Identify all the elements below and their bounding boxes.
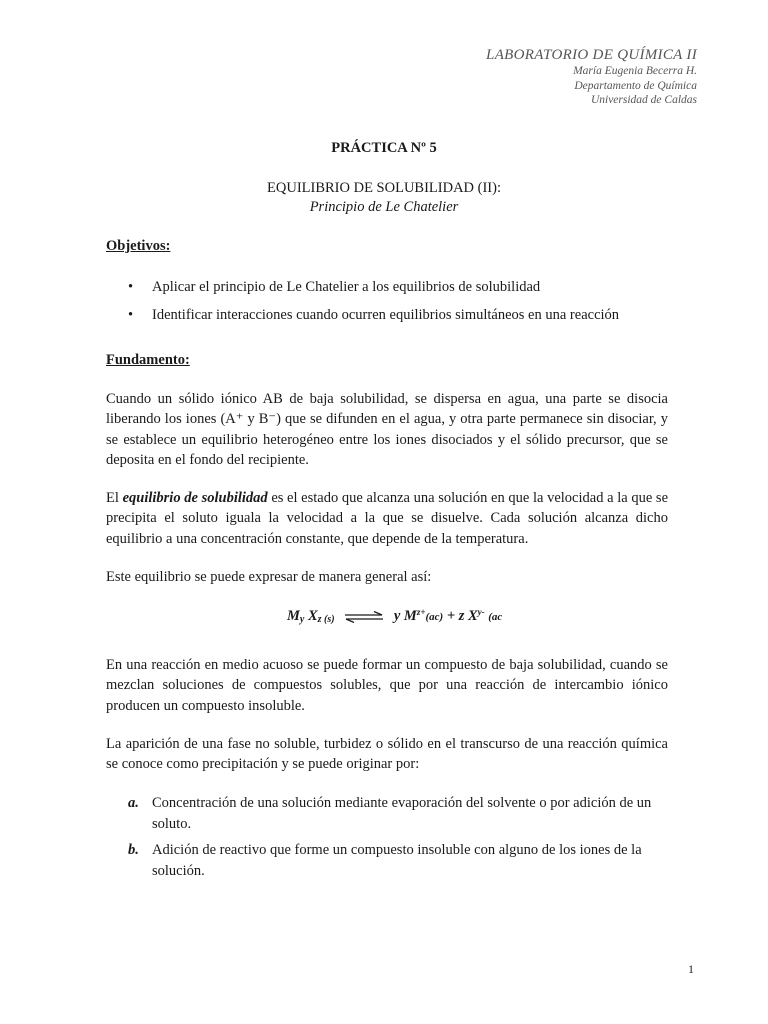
eq-charge-plus: z+ bbox=[416, 607, 426, 617]
solubility-equation bbox=[287, 607, 502, 625]
eq-metal: M bbox=[287, 608, 300, 624]
cause-marker: a. bbox=[128, 795, 139, 811]
objective-text: Identificar interacciones cuando ocurren equilibrios simultáneos en una reacción bbox=[152, 307, 620, 323]
bullet-icon: • bbox=[128, 279, 134, 295]
eq-subscript-y: y bbox=[299, 614, 305, 625]
eq-aqueous-1: (ac) bbox=[425, 611, 444, 623]
cause-text: Concentración de una solución mediante evaporación del solvente o por adición de un soluto. bbox=[152, 795, 652, 832]
department-name: Departamento de Química bbox=[574, 79, 697, 92]
paragraph-definition bbox=[106, 488, 668, 549]
practice-title: PRÁCTICA Nº 5 bbox=[331, 140, 437, 156]
lab-title: LABORATORIO DE QUÍMICA II bbox=[486, 47, 697, 63]
cause-marker: b. bbox=[128, 842, 139, 858]
topic-subtitle: Principio de Le Chatelier bbox=[309, 199, 459, 215]
topic-title: EQUILIBRIO DE SOLUBILIDAD (II): bbox=[267, 180, 501, 196]
author-name: María Eugenia Becerra H. bbox=[573, 65, 697, 77]
eq-charge-minus: y- bbox=[477, 607, 485, 617]
cause-item bbox=[106, 793, 668, 834]
equilibrium-arrow-icon bbox=[344, 611, 384, 623]
objective-item bbox=[106, 306, 666, 324]
objective-text: Aplicar el principio de Le Chatelier a los equilibrios de solubilidad bbox=[152, 279, 541, 295]
cause-text: Adición de reactivo que forme un compuesto insoluble con alguno de los iones de la solución. bbox=[152, 842, 642, 879]
paragraph-aqueous-reaction: En una reacción en medio acuoso se puede formar un compuesto de baja solubilidad, cuando se mezclan soluciones de compuestos solubles, que por una reacción de intercambio iónico producen un compuesto insoluble. bbox=[106, 657, 668, 714]
definition-term: equilibrio de solubilidad bbox=[122, 490, 268, 506]
page-header bbox=[486, 46, 697, 108]
causes-list bbox=[106, 793, 668, 887]
paragraph-precipitation: La aparición de una fase no soluble, turbidez o sólido en el transcurso de una reacción química se conoce como precipitación y se puede originar por: bbox=[106, 736, 668, 773]
objectives-list bbox=[106, 278, 666, 334]
eq-aqueous-2: (ac bbox=[488, 611, 503, 623]
cause-item bbox=[106, 840, 668, 881]
bullet-icon: • bbox=[128, 307, 134, 323]
fundamento-heading: Fundamento: bbox=[106, 352, 190, 368]
paragraph-intro: Cuando un sólido iónico AB de baja solubilidad, se dispersa en agua, una parte se disocia liberando los iones (A⁺ y B⁻) que se difunden en el agua, y otra parte permanece sin disociar, y se establece un equilibrio heterogéneo entre los iones disociados y el sólido precursor, que se deposita en el fondo del recipiente. bbox=[106, 391, 668, 468]
definition-prefix: El bbox=[106, 490, 123, 506]
eq-subscript-z: z (s) bbox=[317, 614, 335, 625]
eq-anion-ion: + z X bbox=[446, 608, 478, 624]
eq-anion: X bbox=[307, 608, 318, 624]
eq-metal-ion: y M bbox=[393, 608, 417, 624]
definition-rest: es el estado que alcanza una solución en que la velocidad a la que se precipita el soluto iguala la velocidad a la que se disuelve. Cada solución alcanza dicho equilibrio a una concentración constante, que depende de la temperatura. bbox=[106, 490, 669, 547]
objectives-heading: Objetivos: bbox=[106, 238, 171, 254]
objective-item bbox=[106, 278, 666, 296]
page-number: 1 bbox=[688, 962, 694, 976]
university-name: Universidad de Caldas bbox=[590, 94, 697, 106]
paragraph-expression-intro: Este equilibrio se puede expresar de manera general así: bbox=[106, 569, 432, 585]
